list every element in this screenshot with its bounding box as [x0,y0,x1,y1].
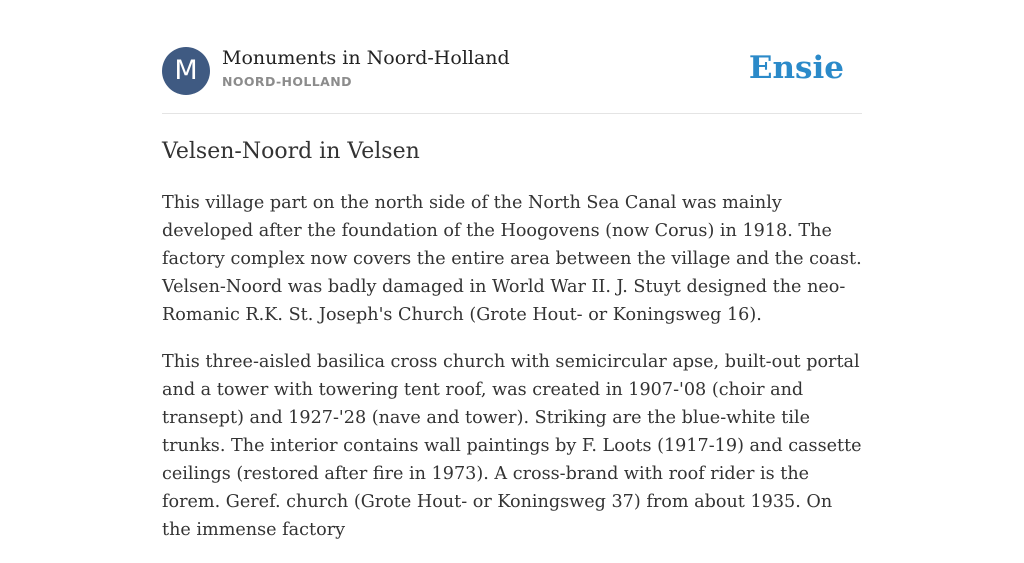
article-body [162,189,862,563]
article-paragraph: This village part on the north side of the North Sea Canal was mainly developed after the foundation of the Hoogovens (now Corus) in 1918. The factory complex now covers the entire area between the village and the coast. Velsen-Noord was badly damaged in World War II. J. Stuyt designed the neo-Romanic R.K. St. Joseph's Church (Grote Hout- or Koningsweg 16). [162,193,862,325]
site-subtitle[interactable]: NOORD-HOLLAND [222,74,352,89]
article-paragraph: This three-aisled basilica cross church with semicircular apse, built-out portal and a tower with towering tent roof, was created in 1907-'08 (choir and transept) and 1927-'28 (nave and tower). Striking are the blue-white tile trunks. The interior contains wall paintings by F. Loots (1917-19) and cassette ceilings (restored after fire in 1973). A cross-brand with roof rider is the forem. Geref. church (Grote Hout- or Koningsweg 37) from about 1935. On the immense factory [162,352,862,540]
site-header [162,46,862,96]
header-divider [162,113,862,114]
avatar[interactable]: M [162,47,210,95]
site-title[interactable]: Monuments in Noord-Holland [222,47,510,69]
ensie-logo[interactable]: Ensie [748,50,844,86]
article-title: Velsen-Noord in Velsen [162,139,420,164]
